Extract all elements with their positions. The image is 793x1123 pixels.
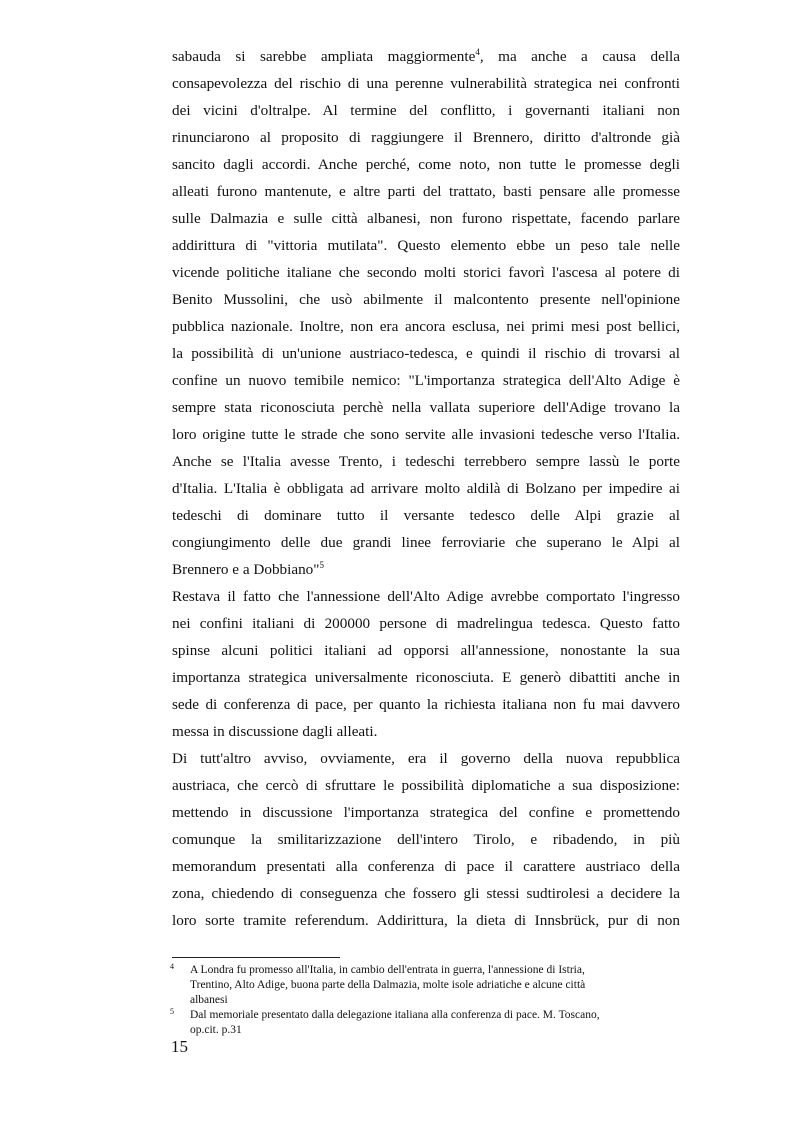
text-line: alleati furono mantenute, e altre parti del trattato, basti pensare alle promesse — [172, 183, 680, 200]
footnote-number: 5 — [170, 1007, 174, 1016]
text-line: confine un nuovo temibile nemico: "L'importanza strategica dell'Alto Adige è — [172, 372, 680, 389]
text-line: Brennero e a Dobbiano"$^5$ — [172, 560, 324, 578]
text-line: austriaca, che cercò di sfruttare le possibilità diplomatiche a sua disposizione: — [172, 777, 680, 794]
text-line: pubblica nazionale. Inoltre, non era ancora esclusa, nei primi mesi post bellici, — [172, 318, 680, 335]
text-line: zona, chiedendo di conseguenza che fossero gli stessi sudtirolesi a decidere la — [172, 885, 680, 902]
page-number: 15 — [171, 1037, 188, 1056]
footnote-ref-4: 4 — [475, 47, 480, 57]
text-line: nei confini italiani di 200000 persone di madrelingua tedesca. Questo fatto — [172, 615, 680, 632]
text-line: d'Italia. L'Italia è obbligata ad arrivare molto aldilà di Bolzano per impedire ai — [172, 480, 680, 497]
text-line: importanza strategica universalmente riconosciuta. E generò dibattiti anche in — [172, 669, 680, 686]
text-line: spinse alcuni politici italiani ad opporsi all'annessione, nonostante la sua — [172, 642, 680, 659]
footnote-line: Trentino, Alto Adige, buona parte della Dalmazia, molte isole adriatiche e alcune città — [190, 979, 586, 991]
text-line: loro origine tutte le strade che sono servite alle invasioni tedesche verso l'Italia. — [172, 426, 680, 443]
text-line: mettendo in discussione l'importanza strategica del confine e promettendo — [172, 804, 680, 821]
text-line: memorandum presentati alla conferenza di pace il carattere austriaco della — [172, 858, 680, 875]
text-line: consapevolezza del rischio di una perenne vulnerabilità strategica nei confronti — [172, 75, 680, 92]
footnote-line: Dal memoriale presentato dalla delegazione italiana alla conferenza di pace. M. Toscano, — [190, 1009, 600, 1021]
text-line: Restava il fatto che l'annessione dell'Alto Adige avrebbe comportato l'ingresso — [172, 588, 680, 605]
text-line: comunque la smilitarizzazione dell'intero Tirolo, e ribadendo, in più — [172, 831, 680, 848]
text-line: rinunciarono al proposito di raggiungere il Brennero, diritto d'altronde già — [172, 129, 680, 146]
text-line: sempre stata riconosciuta perchè nella vallata superiore dell'Adige trovano la — [172, 399, 680, 416]
text-line: sancito dagli accordi. Anche perché, come noto, non tutte le promesse degli — [172, 156, 680, 173]
footnote-line: op.cit. p.31 — [190, 1024, 242, 1036]
footnote-line: albanesi — [190, 994, 228, 1006]
footnote-line: A Londra fu promesso all'Italia, in cambio dell'entrata in guerra, l'annessione di Istria, — [190, 964, 585, 976]
text-line: la possibilità di un'unione austriaco-tedesca, e quindi il rischio di trovarsi al — [172, 345, 680, 362]
footnote-number: 4 — [170, 962, 174, 971]
text-line: sabauda si sarebbe ampliata maggiormente$^4$, ma anche a causa della — [172, 47, 680, 65]
footnote-ref-5: 5 — [319, 560, 324, 570]
text-line: Benito Mussolini, che usò abilmente il malcontento presente nell'opinione — [172, 291, 680, 308]
text-line: congiungimento delle due grandi linee ferroviarie che superano le Alpi al — [172, 534, 680, 551]
footnote-separator — [172, 957, 340, 958]
text-line: loro sorte tramite referendum. Addirittura, la dieta di Innsbrück, pur di non — [172, 912, 680, 929]
text-line: sede di conferenza di pace, per quanto la richiesta italiana non fu mai davvero — [172, 696, 680, 713]
text-line: tedeschi di dominare tutto il versante tedesco delle Alpi grazie al — [172, 507, 680, 524]
text-line: sulle Dalmazia e sulle città albanesi, non furono rispettate, facendo parlare — [172, 210, 680, 227]
text-line: dei vicini d'oltralpe. Al termine del conflitto, i governanti italiani non — [172, 102, 680, 119]
text-line: Anche se l'Italia avesse Trento, i tedeschi terrebbero sempre lassù le porte — [172, 453, 680, 470]
text-line: Di tutt'altro avviso, ovviamente, era il governo della nuova repubblica — [172, 750, 680, 767]
text-line: vicende politiche italiane che secondo molti storici favorì l'ascesa al potere di — [172, 264, 680, 281]
text-line: messa in discussione dagli alleati. — [172, 723, 378, 740]
text-line: addirittura di "vittoria mutilata". Questo elemento ebbe un peso tale nelle — [172, 237, 680, 254]
